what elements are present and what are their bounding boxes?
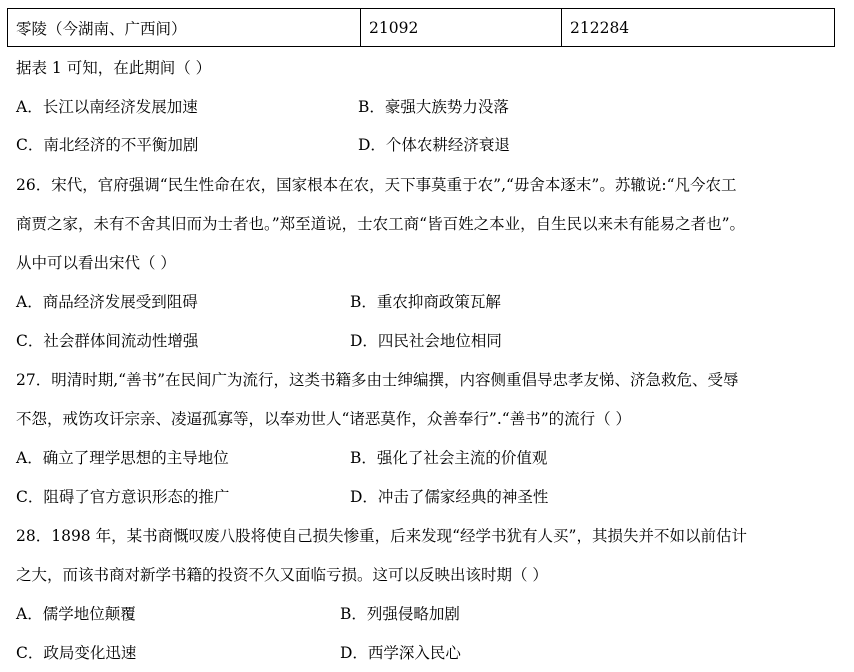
table-row (8, 9, 835, 47)
q26-option-a[interactable]: A．商品经济发展受到阻碍 (16, 293, 198, 311)
data-table (7, 8, 835, 47)
q25-option-c[interactable]: C．南北经济的不平衡加剧 (16, 136, 199, 154)
q27-stem-line-2: 不怨，戒饬攻讦宗亲、凌逼孤寡等，以奉劝世人“诸恶莫作，众善奉行”.“善书”的流行（ ） (16, 410, 632, 428)
q28-option-c[interactable]: C．政局变化迅速 (16, 644, 137, 662)
q27-option-b[interactable]: B．强化了社会主流的价值观 (350, 449, 548, 467)
q25-option-d[interactable]: D．个体农耕经济衰退 (358, 136, 510, 154)
q26-option-c[interactable]: C．社会群体间流动性增强 (16, 332, 199, 350)
q26-option-d[interactable]: D．四民社会地位相同 (350, 332, 502, 350)
q25-option-a[interactable]: A．长江以南经济发展加速 (16, 98, 198, 116)
q26-stem-line-3: 从中可以看出宋代（ ） (16, 254, 176, 272)
table-cell-value-2: 212284 (562, 9, 835, 47)
q25-stem: 据表 1 可知，在此期间（ ） (16, 59, 212, 77)
q26-stem-line-2: 商贾之家，未有不舍其旧而为士者也。”郑至道说，士农工商“皆百姓之本业，自生民以来未有能易之者也”。 (16, 215, 746, 233)
q28-option-b[interactable]: B．列强侵略加剧 (340, 605, 460, 623)
q26-option-b[interactable]: B．重农抑商政策瓦解 (350, 293, 501, 311)
q28-option-d[interactable]: D．西学深入民心 (340, 644, 461, 662)
q27-stem-line-1: 27．明清时期,“善书”在民间广为流行，这类书籍多由士绅编撰，内容侧重倡导忠孝友悌、济急救危、受辱 (16, 371, 739, 389)
q25-option-b[interactable]: B．豪强大族势力没落 (358, 98, 509, 116)
q27-option-c[interactable]: C．阻碍了官方意识形态的推广 (16, 488, 230, 506)
table-cell-region: 零陵（今湖南、广西间） (8, 9, 361, 47)
q27-option-a[interactable]: A．确立了理学思想的主导地位 (16, 449, 229, 467)
q27-option-d[interactable]: D．冲击了儒家经典的神圣性 (350, 488, 549, 506)
q28-stem-line-2: 之大，而该书商对新学书籍的投资不久又面临亏损。这可以反映出该时期（ ） (16, 566, 548, 584)
q28-option-a[interactable]: A．儒学地位颠覆 (16, 605, 136, 623)
table-cell-value-1: 21092 (361, 9, 562, 47)
q26-stem-line-1: 26．宋代，官府强调“民生性命在农，国家根本在农，天下事莫重于农”,“毋舍本逐末”。苏辙说:“凡今农工 (16, 176, 737, 194)
q28-stem-line-1: 28．1898 年，某书商慨叹废八股将使自己损失惨重，后来发现“经学书犹有人买”，其损失并不如以前估计 (16, 527, 747, 545)
